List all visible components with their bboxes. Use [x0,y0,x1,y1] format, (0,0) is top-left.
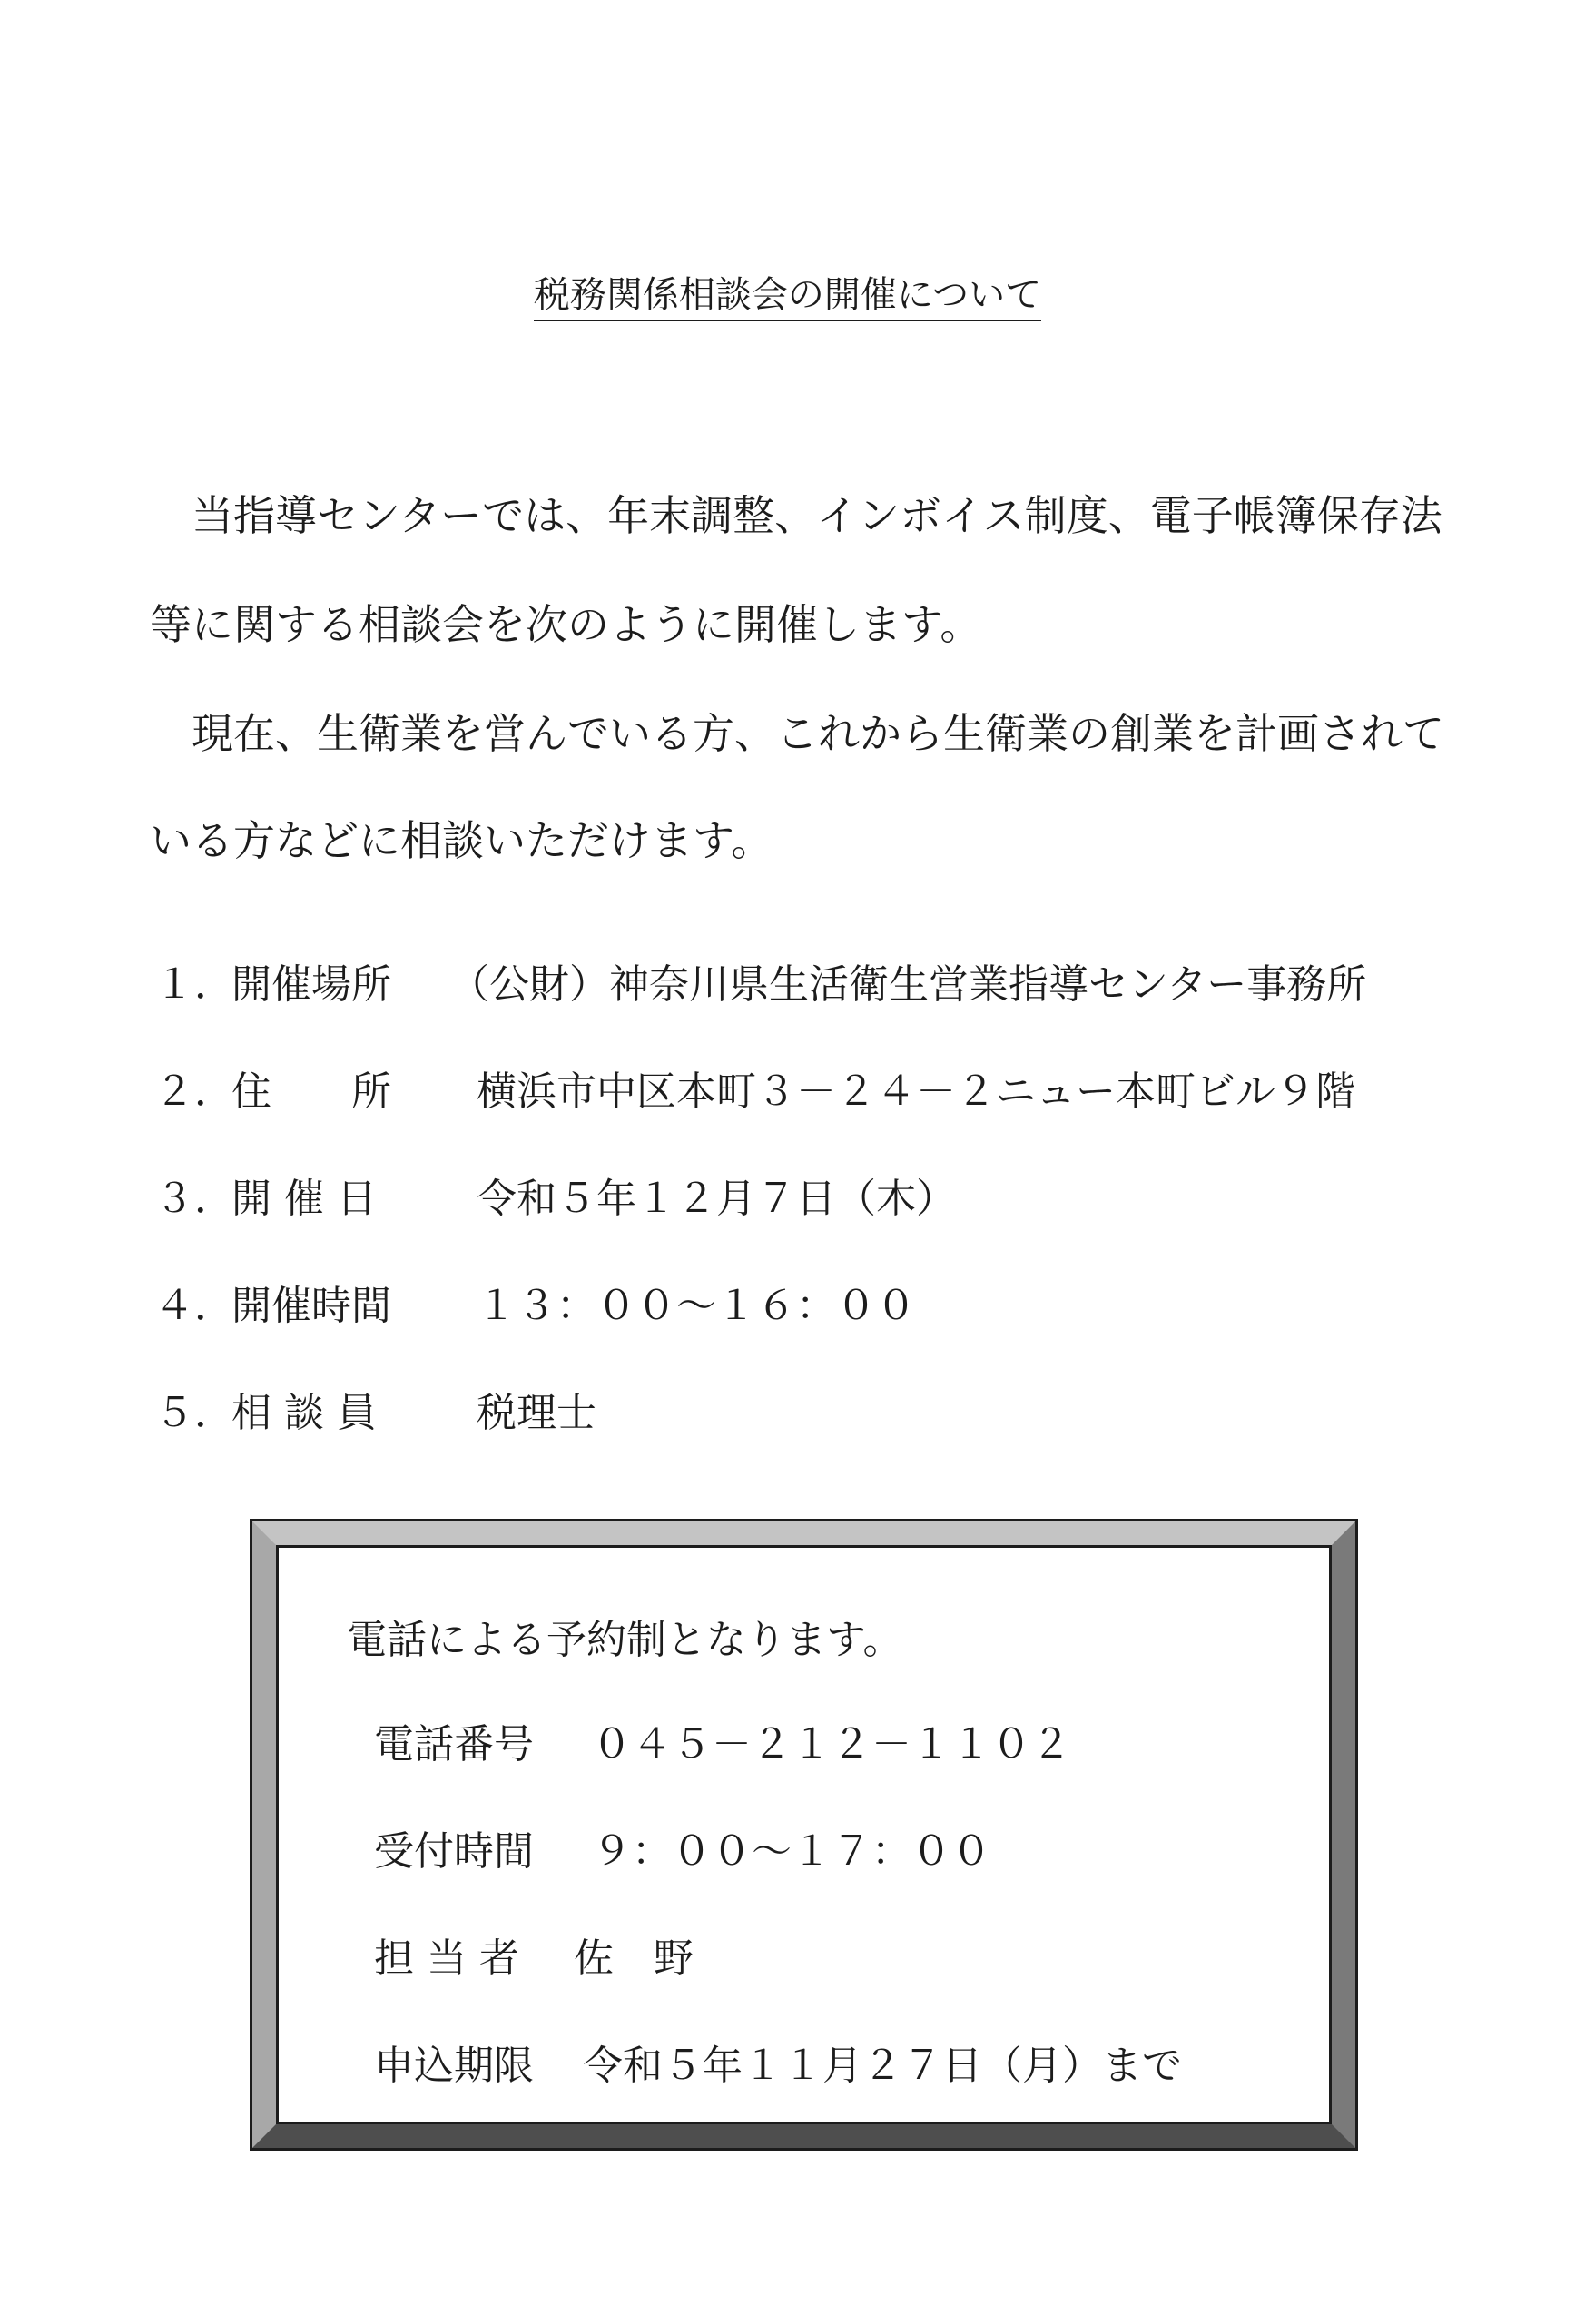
intro-paragraph-line-2: 等に関する相談会を次のように開催します。 [150,600,982,649]
detail-item-date [154,1167,1443,1231]
intro-paragraph-line-3: 現在、生衛業を営んでいる方、これから生衛業の創業を計画されて [150,709,1444,758]
reservation-notice-box [252,1521,1355,2148]
reservation-notice-heading: 電話による予約制となります。 [347,1617,903,1663]
detail-item-value: 税理士 [477,1390,596,1436]
reservation-notice-inner [276,1545,1332,2124]
notice-row-value: 佐 野 [574,1935,694,1982]
detail-item-value: （公財）神奈川県生活衛生営業指導センター事務所 [449,961,1367,1008]
detail-item-number: １． [154,961,234,1008]
detail-item-label: 開催時間 [231,1283,391,1329]
detail-item-consultant [154,1382,1443,1445]
intro-paragraph-line-1: 当指導センターでは、年末調整、インボイス制度、電子帳簿保存法 [150,491,1442,540]
detail-item-address [154,1060,1443,1124]
detail-item-value: 横浜市中区本町３－２４－２ニュー本町ビル９階 [477,1068,1355,1115]
detail-item-time [154,1275,1443,1338]
detail-item-number: ３． [154,1176,234,1222]
detail-item-value: 令和５年１２月７日（木） [477,1176,956,1222]
detail-item-label: 開催場所 [231,961,391,1008]
document-title-text: 税務関係相談会の開催について [534,274,1041,321]
detail-item-number: ２． [154,1068,234,1115]
notice-row-label: 担 当 者 [374,1935,519,1982]
detail-item-number: ４． [154,1283,234,1329]
notice-row-label: 受付時間 [374,1828,534,1875]
detail-item-number: ５． [154,1390,234,1436]
document-title [0,268,1575,322]
detail-item-value: １３：００～１６：００ [477,1283,916,1329]
notice-row-value: 令和５年１１月２７日（月）まで [583,2043,1182,2089]
detail-item-venue [154,953,1443,1017]
notice-row-value: ９：００～１７：００ [592,1828,991,1875]
detail-item-label: 開 催 日 [231,1176,377,1222]
intro-paragraph-line-4: いる方などに相談いただけます。 [150,816,773,865]
notice-row-label: 電話番号 [374,1721,534,1768]
detail-item-label: 住 所 [231,1068,391,1115]
notice-row-value: ０４５－２１２－１１０２ [592,1721,1071,1768]
detail-item-label: 相 談 員 [231,1390,377,1436]
notice-row-label: 申込期限 [374,2043,534,2089]
